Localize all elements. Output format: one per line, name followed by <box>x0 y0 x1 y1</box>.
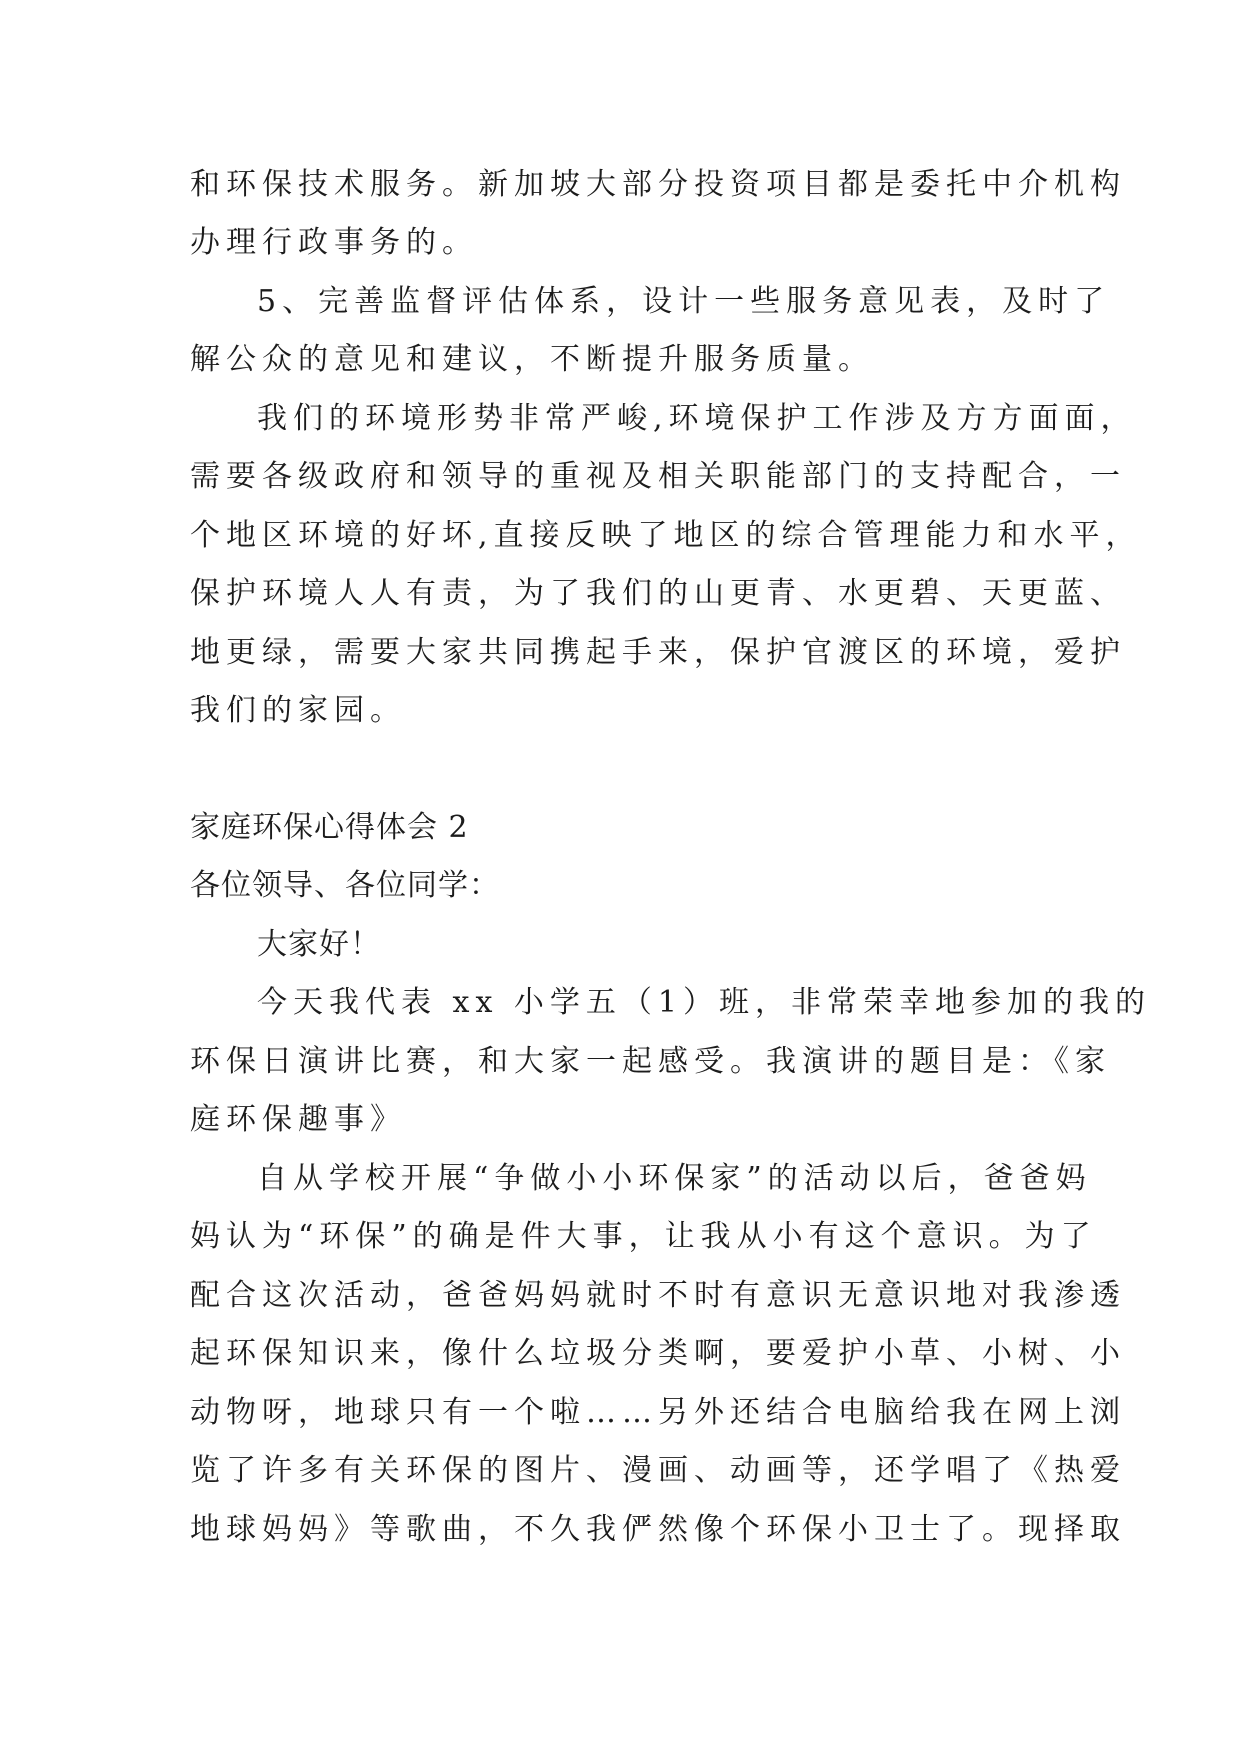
text-line: 动物呀，地球只有一个啦……另外还结合电脑给我在网上浏 <box>190 1395 1126 1430</box>
text-line: 个地区环境的好坏,直接反映了地区的综合管理能力和水平， <box>190 518 1142 553</box>
text-line: 保护环境人人有责，为了我们的山更青、水更碧、天更蓝、 <box>190 576 1126 611</box>
text-line: 配合这次活动，爸爸妈妈就时不时有意识无意识地对我渗透 <box>190 1278 1126 1313</box>
text-line: 我们的家园。 <box>190 693 406 728</box>
text-line: 环保日演讲比赛，和大家一起感受。我演讲的题目是：《家 <box>190 1044 1111 1079</box>
text-line: 庭环保趣事》 <box>190 1102 406 1137</box>
text-line: 解公众的意见和建议，不断提升服务质量。 <box>190 342 874 377</box>
text-line: 览了许多有关环保的图片、漫画、动画等，还学唱了《热爱 <box>190 1453 1126 1488</box>
text-line: 地更绿，需要大家共同携起手来，保护官渡区的环境，爱护 <box>190 635 1126 670</box>
text-line: 需要各级政府和领导的重视及相关职能部门的支持配合，一 <box>190 459 1126 494</box>
text-line: 妈认为“环保”的确是件大事，让我从小有这个意识。为了 <box>190 1219 1097 1254</box>
text-line: 5、完善监督评估体系，设计一些服务意见表，及时了 <box>257 284 1111 319</box>
section-heading: 家庭环保心得体会 2 <box>190 810 469 845</box>
text-line: 和环保技术服务。新加坡大部分投资项目都是委托中介机构 <box>190 167 1126 202</box>
text-line: 起环保知识来，像什么垃圾分类啊，要爱护小草、小树、小 <box>190 1336 1126 1371</box>
text-line: 我们的环境形势非常严峻,环境保护工作涉及方方面面， <box>257 401 1137 436</box>
text-line: 地球妈妈》等歌曲，不久我俨然像个环保小卫士了。现择取 <box>190 1512 1126 1547</box>
text-line: 自从学校开展“争做小小环保家”的活动以后，爸爸妈 <box>257 1161 1092 1196</box>
text-line: 今天我代表 xx 小学五（1）班，非常荣幸地参加的我的 <box>257 985 1151 1020</box>
salutation: 各位领导、各位同学： <box>190 868 500 903</box>
greeting: 大家好！ <box>257 927 381 962</box>
text-line: 办理行政事务的。 <box>190 225 478 260</box>
